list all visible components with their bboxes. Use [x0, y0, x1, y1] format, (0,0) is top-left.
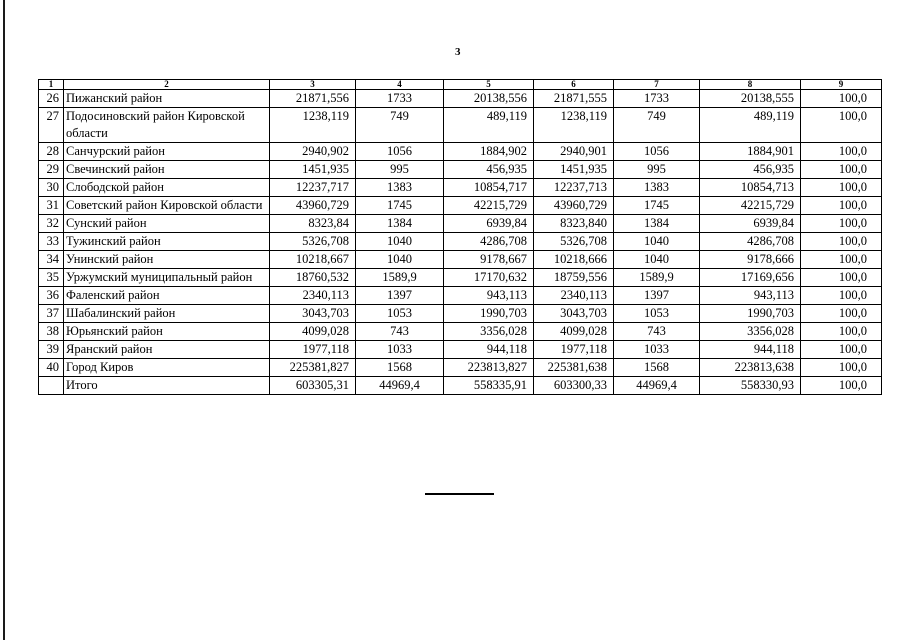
district-name: Итого	[64, 377, 270, 395]
table-row	[39, 179, 882, 197]
col-3-value: 1977,118	[270, 341, 356, 359]
col-8-value: 1990,703	[700, 305, 801, 323]
total-row	[39, 377, 882, 395]
row-number: 30	[39, 179, 64, 197]
left-margin-rule	[3, 0, 5, 640]
col-8-value: 456,935	[700, 161, 801, 179]
row-number: 31	[39, 197, 64, 215]
table-row	[39, 287, 882, 305]
col-3-value: 43960,729	[270, 197, 356, 215]
district-name: Тужинский район	[64, 233, 270, 251]
col-5-value: 456,935	[444, 161, 534, 179]
col-6-value: 225381,638	[534, 359, 614, 377]
col-8-value: 3356,028	[700, 323, 801, 341]
header-cell: 4	[356, 80, 444, 90]
col-5-value: 944,118	[444, 341, 534, 359]
col-8-value: 20138,555	[700, 90, 801, 108]
row-number: 27	[39, 108, 64, 143]
district-name: Санчурский район	[64, 143, 270, 161]
col-3-value: 4099,028	[270, 323, 356, 341]
col-6-value: 1238,119	[534, 108, 614, 143]
table-row	[39, 90, 882, 108]
col-7-value: 1733	[614, 90, 700, 108]
table-row	[39, 108, 882, 143]
header-cell: 7	[614, 80, 700, 90]
col-9-value: 100,0	[801, 359, 882, 377]
col-4-value: 1033	[356, 341, 444, 359]
col-6-value: 4099,028	[534, 323, 614, 341]
col-7-value: 749	[614, 108, 700, 143]
district-name: Уржумский муниципальный район	[64, 269, 270, 287]
col-7-value: 44969,4	[614, 377, 700, 395]
col-9-value: 100,0	[801, 233, 882, 251]
col-9-value: 100,0	[801, 143, 882, 161]
col-7-value: 1568	[614, 359, 700, 377]
col-4-value: 1384	[356, 215, 444, 233]
col-8-value: 17169,656	[700, 269, 801, 287]
row-number: 40	[39, 359, 64, 377]
col-3-value: 3043,703	[270, 305, 356, 323]
col-4-value: 1733	[356, 90, 444, 108]
col-6-value: 1451,935	[534, 161, 614, 179]
col-9-value: 100,0	[801, 305, 882, 323]
col-7-value: 1040	[614, 233, 700, 251]
district-name: Шабалинский район	[64, 305, 270, 323]
col-6-value: 10218,666	[534, 251, 614, 269]
table-row	[39, 305, 882, 323]
col-5-value: 4286,708	[444, 233, 534, 251]
district-name: Город Киров	[64, 359, 270, 377]
col-3-value: 1238,119	[270, 108, 356, 143]
closing-rule	[425, 493, 494, 495]
col-3-value: 5326,708	[270, 233, 356, 251]
col-9-value: 100,0	[801, 269, 882, 287]
col-8-value: 223813,638	[700, 359, 801, 377]
row-number: 29	[39, 161, 64, 179]
col-8-value: 943,113	[700, 287, 801, 305]
col-7-value: 995	[614, 161, 700, 179]
col-5-value: 1884,902	[444, 143, 534, 161]
col-5-value: 20138,556	[444, 90, 534, 108]
col-7-value: 1040	[614, 251, 700, 269]
col-8-value: 1884,901	[700, 143, 801, 161]
col-9-value: 100,0	[801, 179, 882, 197]
table-row	[39, 143, 882, 161]
col-9-value: 100,0	[801, 90, 882, 108]
col-5-value: 1990,703	[444, 305, 534, 323]
col-5-value: 6939,84	[444, 215, 534, 233]
col-5-value: 9178,667	[444, 251, 534, 269]
col-6-value: 3043,703	[534, 305, 614, 323]
col-6-value: 12237,713	[534, 179, 614, 197]
table-row	[39, 359, 882, 377]
col-8-value: 558330,93	[700, 377, 801, 395]
col-3-value: 21871,556	[270, 90, 356, 108]
col-6-value: 21871,555	[534, 90, 614, 108]
col-4-value: 749	[356, 108, 444, 143]
col-6-value: 2940,901	[534, 143, 614, 161]
col-7-value: 1745	[614, 197, 700, 215]
col-3-value: 10218,667	[270, 251, 356, 269]
col-6-value: 1977,118	[534, 341, 614, 359]
col-7-value: 1589,9	[614, 269, 700, 287]
district-name: Подосиновский район Кировской области	[64, 108, 270, 143]
col-5-value: 3356,028	[444, 323, 534, 341]
table-row	[39, 251, 882, 269]
col-5-value: 943,113	[444, 287, 534, 305]
col-5-value: 17170,632	[444, 269, 534, 287]
col-4-value: 1383	[356, 179, 444, 197]
table-row	[39, 197, 882, 215]
district-name: Пижанский район	[64, 90, 270, 108]
header-cell: 5	[444, 80, 534, 90]
table-row	[39, 161, 882, 179]
col-3-value: 18760,532	[270, 269, 356, 287]
col-3-value: 8323,84	[270, 215, 356, 233]
page-number: 3	[455, 46, 461, 58]
col-7-value: 1397	[614, 287, 700, 305]
row-number: 35	[39, 269, 64, 287]
col-5-value: 42215,729	[444, 197, 534, 215]
col-8-value: 10854,713	[700, 179, 801, 197]
col-3-value: 603305,31	[270, 377, 356, 395]
col-6-value: 8323,840	[534, 215, 614, 233]
col-4-value: 995	[356, 161, 444, 179]
col-8-value: 9178,666	[700, 251, 801, 269]
col-3-value: 1451,935	[270, 161, 356, 179]
district-name: Слободской район	[64, 179, 270, 197]
header-cell: 2	[64, 80, 270, 90]
col-6-value: 2340,113	[534, 287, 614, 305]
row-number: 34	[39, 251, 64, 269]
col-5-value: 223813,827	[444, 359, 534, 377]
header-cell: 8	[700, 80, 801, 90]
district-name: Юрьянский район	[64, 323, 270, 341]
header-cell: 3	[270, 80, 356, 90]
col-6-value: 603300,33	[534, 377, 614, 395]
col-9-value: 100,0	[801, 323, 882, 341]
col-5-value: 489,119	[444, 108, 534, 143]
col-4-value: 44969,4	[356, 377, 444, 395]
col-9-value: 100,0	[801, 215, 882, 233]
col-9-value: 100,0	[801, 251, 882, 269]
col-4-value: 1056	[356, 143, 444, 161]
row-number: 37	[39, 305, 64, 323]
col-3-value: 2940,902	[270, 143, 356, 161]
col-6-value: 43960,729	[534, 197, 614, 215]
col-4-value: 1745	[356, 197, 444, 215]
col-3-value: 2340,113	[270, 287, 356, 305]
col-4-value: 1589,9	[356, 269, 444, 287]
col-3-value: 225381,827	[270, 359, 356, 377]
row-number: 26	[39, 90, 64, 108]
col-6-value: 5326,708	[534, 233, 614, 251]
col-8-value: 42215,729	[700, 197, 801, 215]
row-number	[39, 377, 64, 395]
col-5-value: 558335,91	[444, 377, 534, 395]
col-4-value: 1397	[356, 287, 444, 305]
allocation-table	[38, 79, 882, 395]
col-5-value: 10854,717	[444, 179, 534, 197]
col-3-value: 12237,717	[270, 179, 356, 197]
col-7-value: 1383	[614, 179, 700, 197]
row-number: 36	[39, 287, 64, 305]
row-number: 38	[39, 323, 64, 341]
table-row	[39, 215, 882, 233]
district-name: Унинский район	[64, 251, 270, 269]
header-cell: 6	[534, 80, 614, 90]
column-number-header	[39, 80, 882, 90]
col-7-value: 1053	[614, 305, 700, 323]
col-8-value: 944,118	[700, 341, 801, 359]
col-9-value: 100,0	[801, 287, 882, 305]
col-9-value: 100,0	[801, 161, 882, 179]
district-name: Советский район Кировской области	[64, 197, 270, 215]
col-6-value: 18759,556	[534, 269, 614, 287]
col-4-value: 1053	[356, 305, 444, 323]
row-number: 28	[39, 143, 64, 161]
table-row	[39, 323, 882, 341]
col-4-value: 743	[356, 323, 444, 341]
col-9-value: 100,0	[801, 341, 882, 359]
table-row	[39, 269, 882, 287]
district-name: Свечинский район	[64, 161, 270, 179]
col-7-value: 1384	[614, 215, 700, 233]
col-4-value: 1568	[356, 359, 444, 377]
header-cell: 9	[801, 80, 882, 90]
col-9-value: 100,0	[801, 377, 882, 395]
row-number: 33	[39, 233, 64, 251]
col-7-value: 1056	[614, 143, 700, 161]
col-8-value: 4286,708	[700, 233, 801, 251]
district-name: Сунский район	[64, 215, 270, 233]
col-7-value: 743	[614, 323, 700, 341]
col-8-value: 489,119	[700, 108, 801, 143]
col-4-value: 1040	[356, 233, 444, 251]
table-row	[39, 233, 882, 251]
row-number: 39	[39, 341, 64, 359]
row-number: 32	[39, 215, 64, 233]
table-row	[39, 341, 882, 359]
district-name: Яранский район	[64, 341, 270, 359]
header-cell: 1	[39, 80, 64, 90]
district-name: Фаленский район	[64, 287, 270, 305]
col-4-value: 1040	[356, 251, 444, 269]
col-7-value: 1033	[614, 341, 700, 359]
col-8-value: 6939,84	[700, 215, 801, 233]
col-9-value: 100,0	[801, 197, 882, 215]
col-9-value: 100,0	[801, 108, 882, 143]
